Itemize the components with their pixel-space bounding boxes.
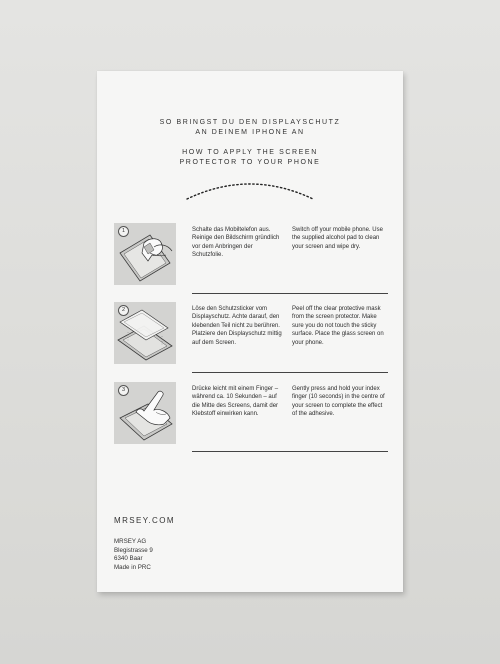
step-1-text-english: Switch off your mobile phone. Use the supplied alcohol pad to clean your screen and wipe dry.	[292, 227, 383, 250]
step-3-illustration	[114, 382, 176, 444]
instruction-card	[97, 71, 403, 592]
step-2-divider	[192, 372, 388, 373]
address-line-street: Blegistrasse 9	[114, 546, 153, 554]
step-1-number-badge: 1	[118, 226, 129, 237]
heading-german	[97, 118, 403, 138]
step-2-text-german: Löse den Schutzsticker vom Displayschutz. Achte darauf, den klebenden Teil nicht zu berühren. Platziere den Displayschutz mittig auf dem Screen.	[192, 306, 282, 346]
step-3-divider	[192, 451, 388, 452]
step-1-text-german: Schalte das Mobiltelefon aus. Reinige den Bildschirm gründlich vor dem Anbringen der Schutzfolie.	[192, 227, 280, 259]
heading-english	[97, 148, 403, 168]
step-2-illustration	[114, 302, 176, 364]
step-1-divider	[192, 293, 388, 294]
address-line-city: 6340 Baar	[114, 555, 143, 563]
dotted-arc-divider	[185, 177, 315, 201]
step-3-text-german: Drücke leicht mit einem Finger – während ca. 10 Sekunden – auf die Mitte des Screens, damit der Klebstoff einwirken kann.	[192, 386, 279, 418]
heading-english-line-1: HOW TO APPLY THE SCREEN	[182, 149, 318, 156]
address-line-origin: Made in PRC	[114, 563, 151, 571]
step-3-text-english: Gently press and hold your index finger (10 seconds) in the centre of your screen to complete the effect of the adhesive.	[292, 386, 385, 418]
step-2-number-badge: 2	[118, 305, 129, 316]
step-1-illustration	[114, 223, 176, 285]
heading-english-line-2: PROTECTOR TO YOUR PHONE	[179, 159, 321, 166]
brand-website: MRSEY.COM	[114, 516, 175, 525]
heading-german-line-1: SO BRINGST DU DEN DISPLAYSCHUTZ	[159, 119, 341, 126]
step-3-number-badge: 3	[118, 385, 129, 396]
address-line-company: MRSEY AG	[114, 538, 147, 545]
company-address	[114, 538, 153, 572]
step-2-text-english: Peel off the clear protective mask from the screen protector. Make sure you do not touch the sticky surface. Place the glass screen on your phone.	[292, 306, 384, 346]
heading-german-line-2: AN DEINEM IPHONE AN	[195, 129, 305, 136]
